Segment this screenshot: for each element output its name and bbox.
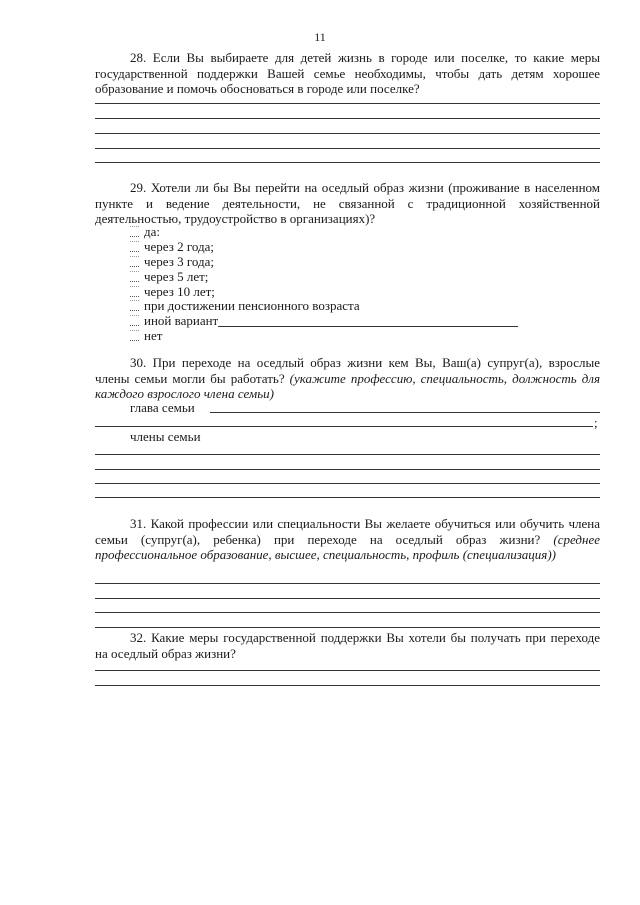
- question-29-text: 29. Хотели ли бы Вы перейти на оседлый образ жизни (проживание в населенном пункте и ведение деятельности, не связанной с традиционной хозяйственной деятельностью, трудоустройство в организациях)?: [95, 180, 600, 226]
- option-2-years[interactable]: через 2 года;: [130, 239, 214, 254]
- option-other[interactable]: иной вариант: [130, 313, 518, 328]
- question-28-text: 28. Если Вы выбираете для детей жизнь в городе или поселке, то какие меры государственной поддержки Вашей семье необходимы, чтобы дать детям хорошее образование и помочь обосноваться в городе или поселке?: [95, 50, 600, 96]
- checkbox-icon[interactable]: [130, 315, 139, 326]
- option-yes[interactable]: да:: [130, 224, 160, 239]
- page-number: 11: [314, 30, 326, 44]
- question-30-hint: (укажите профессию, специальность, должность для каждого взрослого члена семьи): [95, 370, 600, 401]
- answer-line[interactable]: [95, 469, 600, 470]
- answer-line[interactable]: [95, 162, 600, 163]
- head-of-family-line[interactable]: [210, 412, 600, 413]
- checkbox-icon[interactable]: [130, 286, 139, 297]
- checkbox-icon[interactable]: [130, 330, 139, 341]
- question-32: [95, 630, 600, 661]
- question-31-hint: (среднее профессиональное образование, высшее, специальность, профиль (специализация)): [95, 531, 600, 562]
- question-31: [95, 516, 600, 563]
- checkbox-icon[interactable]: [130, 300, 139, 311]
- answer-line[interactable]: [95, 483, 600, 484]
- checkbox-icon[interactable]: [130, 271, 139, 282]
- answer-line[interactable]: [95, 670, 600, 671]
- option-10-years[interactable]: через 10 лет;: [130, 284, 215, 299]
- answer-line[interactable]: [95, 685, 600, 686]
- checkbox-icon[interactable]: [130, 256, 139, 267]
- answer-line[interactable]: [95, 133, 600, 134]
- checkbox-icon[interactable]: [130, 241, 139, 252]
- option-5-years[interactable]: через 5 лет;: [130, 269, 208, 284]
- answer-line[interactable]: [95, 497, 600, 498]
- answer-line[interactable]: [95, 148, 600, 149]
- family-members-label: члены семьи: [130, 429, 201, 444]
- answer-line[interactable]: [95, 627, 600, 628]
- answer-line[interactable]: [95, 598, 600, 599]
- question-32-text: 32. Какие меры государственной поддержки Вы хотели бы получать при переходе на оседлый образ жизни?: [95, 630, 600, 661]
- question-31-text: 31. Какой профессии или специальности Вы желаете обучиться или обучить члена семьи (супруг(а), ребенка) при переходе на оседлый образ жизни?: [95, 516, 600, 547]
- semicolon: ;: [594, 415, 598, 430]
- answer-line[interactable]: [95, 612, 600, 613]
- answer-line[interactable]: [95, 103, 600, 104]
- option-3-years[interactable]: через 3 года;: [130, 254, 214, 269]
- option-no[interactable]: нет: [130, 328, 162, 343]
- answer-line[interactable]: [95, 454, 600, 455]
- question-28: [95, 50, 600, 97]
- question-29: [95, 180, 600, 227]
- answer-line[interactable]: [95, 118, 600, 119]
- other-variant-line[interactable]: [218, 314, 518, 327]
- checkbox-icon[interactable]: [130, 226, 139, 237]
- answer-line[interactable]: [95, 426, 593, 427]
- question-30: [95, 355, 600, 402]
- option-pension-age[interactable]: при достижении пенсионного возраста: [130, 298, 360, 313]
- answer-line[interactable]: [95, 583, 600, 584]
- question-30-text: 30. При переходе на оседлый образ жизни кем Вы, Ваш(а) супруг(а), взрослые члены семьи могли бы работать?: [95, 355, 600, 386]
- head-of-family-label: глава семьи: [130, 400, 195, 415]
